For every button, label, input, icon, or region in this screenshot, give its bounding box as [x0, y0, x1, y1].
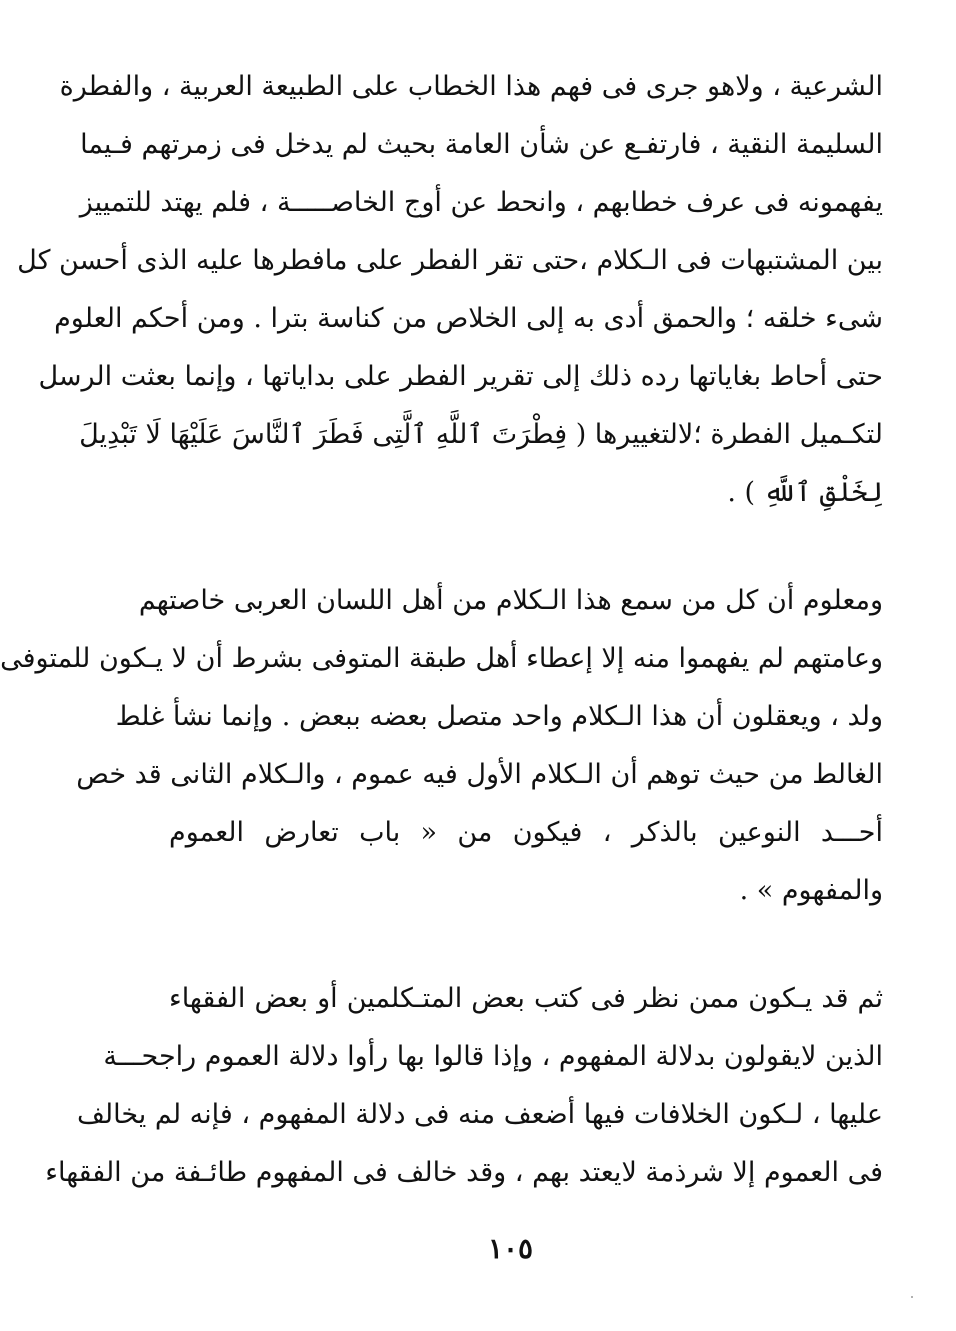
scan-speck: [911, 1296, 913, 1298]
text-line: الشرعية ، ولاهو جرى فى فهم هذا الخطاب على الطبيعة العربية ، والفطرة: [59, 71, 883, 102]
text-line: لِخَلْقِ ٱللَّهِ ) .: [727, 477, 883, 508]
text-line: أحـــد النوعين بالذكر ، فيكون من « باب تعارض العموم: [169, 817, 883, 848]
text-line: عليها ، لـكون الخلافات فيها أضعف منه فى دلالة المفهوم ، فإنه لم يخالف: [76, 1099, 883, 1130]
text-line: السليمة النقية ، فارتفـع عن شأن العامة بحيث لم يدخل فى زمرتهم فـيما: [80, 129, 883, 160]
text-line: ومعلوم أن كل من سمع هذا الـكلام من أهل اللسان العربى خاصتهم: [138, 585, 883, 616]
text-line: الذين لايقولون بدلالة المفهوم ، وإذا قالوا بها رأوا دلالة العموم راجحـــة: [103, 1041, 883, 1072]
text-line: شىء خلقه ؛ والحمق أدى به إلى الخلاص من كناسة بترا . ومن أحكم العلوم: [54, 303, 883, 334]
text-line: بين المشتبهات فى الـكلام ،حتى تقر الفطر على مافطرها عليه الذى أحسن كل: [17, 245, 883, 276]
text-line: الغالط من حيث توهم أن الـكلام الأول فيه عموم ، والـكلام الثانى قد خص: [76, 759, 883, 790]
page-number: ١٠٥: [487, 1232, 534, 1265]
text-line: حتى أحاط بغاياتها رده ذلك إلى تقرير الفطر على بداياتها ، وإنما بعثت الرسل: [38, 361, 883, 392]
text-line: ثم قد يـكون ممن نظر فى كتب بعض المتـكلمين أو بعض الفقهاء: [169, 983, 883, 1014]
paragraph-3: [45, 970, 883, 1202]
text-line: فى العموم إلا شرذمة لايعتد بهم ، وقد خالف فى المفهوم طائـفة من الفقهاء: [45, 1157, 883, 1188]
paragraph-spacer: [169, 522, 883, 572]
text-line-quran: لتكـميل الفطرة ؛لالتغييرها ( فِطْرَتَ ٱللَّهِ ٱلَّتِى فَطَرَ ٱلنَّاسَ عَلَيْهَا لَا تَبْدِيلَ: [79, 419, 883, 450]
text-line: يفهمونه فى عرف خطابهم ، وانحط عن أوج الخاصـــــة ، فلم يهتد للتمييز: [79, 187, 883, 218]
text-line: والمفهوم » .: [739, 875, 883, 906]
text-line: ولد ، ويعقلون أن هذا الـكلام واحد متصل بعضه ببعض . وإنما نشأ غلط: [115, 701, 883, 732]
paragraph-2: [0, 572, 883, 920]
text-line: وعامتهم لم يفهموا منه إلا إعطاء أهل طبقة المتوفى بشرط أن لا يـكون للمتوفى: [0, 643, 883, 674]
paragraph-1: [17, 58, 883, 522]
paragraph-spacer: [169, 920, 883, 970]
page-body: [0, 58, 883, 1202]
